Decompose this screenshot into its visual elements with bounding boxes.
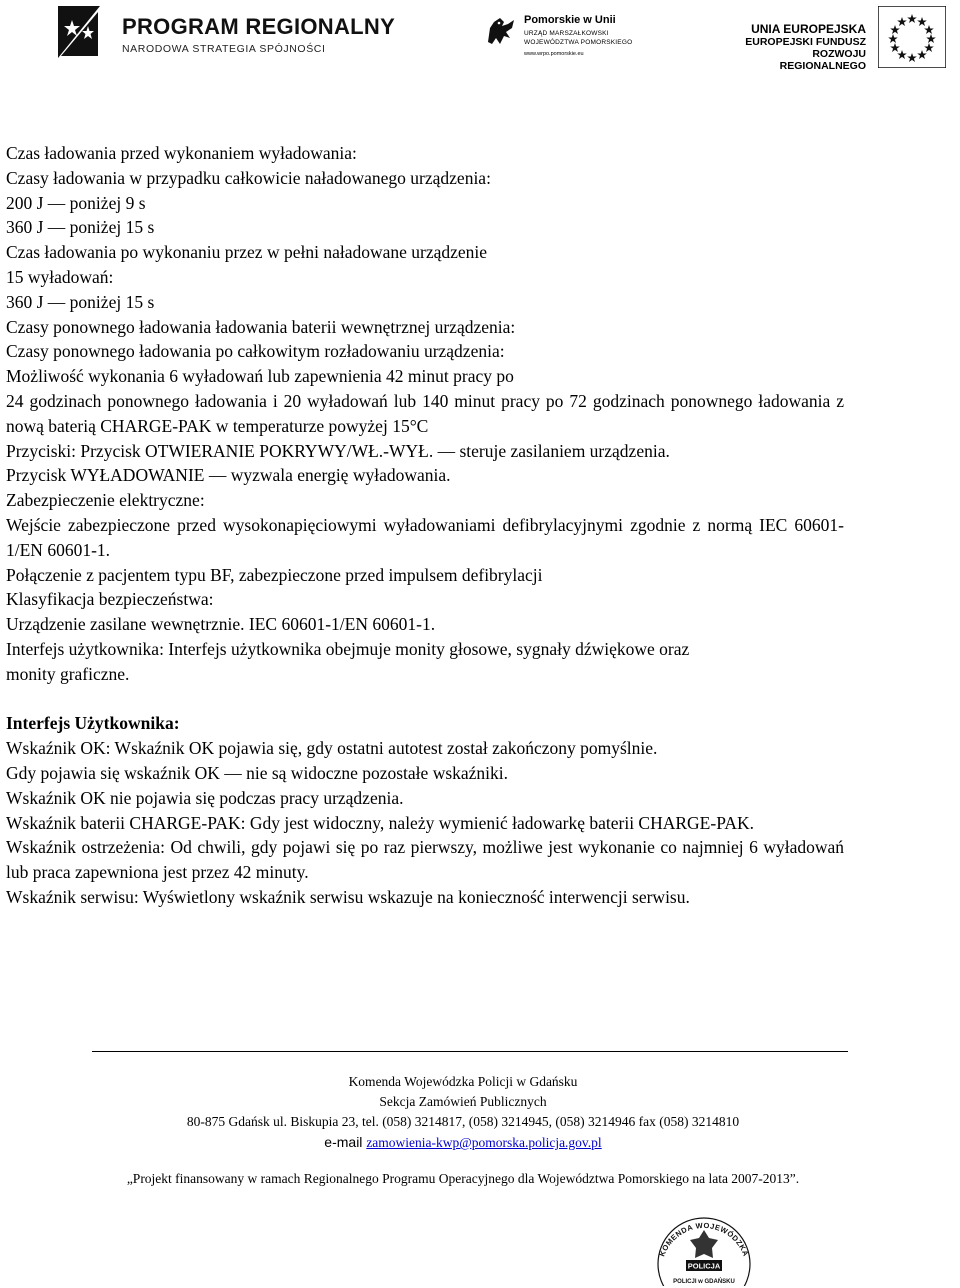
eu-caption (738, 22, 866, 72)
text-line: Klasyfikacja bezpieczeństwa: (6, 589, 214, 610)
eu-line-2: EUROPEJSKI FUNDUSZ (745, 36, 866, 48)
footer-section: Sekcja Zamówień Publicznych (379, 1094, 547, 1109)
email-label: e-mail (324, 1134, 367, 1150)
text-line: Wskaźnik OK nie pojawia się podczas pracy urządzenia. (6, 787, 404, 808)
page-header (0, 0, 960, 80)
pomorskie-url: www.wrpo.pomorskie.eu (524, 51, 584, 57)
pomorskie-voivodeship-line: WOJEWÓDZTWA POMORSKIEGO (524, 39, 633, 46)
footer-divider (92, 1051, 848, 1052)
griffin-crest-icon (484, 14, 518, 48)
pomorskie-office-line: URZĄD MARSZAŁKOWSKI (524, 30, 609, 37)
spacer (6, 687, 844, 712)
text-paragraph: Interfejs użytkownika: Interfejs użytkownika obejmuje monity głosowe, sygnały dźwiękowe oraz (6, 638, 690, 659)
program-regionalny-subtitle: NARODOWA STRATEGIA SPÓJNOŚCI (122, 43, 326, 55)
badge-bottom-text: POLICJI w GDAŃSKU (673, 1279, 735, 1285)
text-line: Czas ładowania przed wykonaniem wyładowania: (6, 143, 357, 163)
text-line: Zabezpieczenie elektryczne: (6, 490, 205, 511)
text-paragraph: 24 godzinach ponownego ładowania i 20 wyładowań lub 140 minut pracy po 72 godzinach ponownego ładowania z nową baterią CHARGE-PAK w temperaturze powyżej 15°C (6, 390, 844, 436)
text-paragraph: Wskaźnik ostrzeżenia: Od chwili, gdy pojawi się po raz pierwszy, możliwe jest wykonanie co najmniej 6 wyładowań lub praca zapewniona jest przez 42 minuty. (6, 837, 844, 883)
page-footer (40, 1072, 886, 1189)
text-line: Gdy pojawia się wskaźnik OK — nie są widoczne pozostałe wskaźniki. (6, 762, 509, 783)
text-line: 15 wyładowań: (6, 266, 114, 287)
badge-top-text: KOMENDA WOJEWÓDZKA (657, 1220, 751, 1258)
text-line: 360 J — poniżej 15 s (6, 217, 155, 238)
text-line: 360 J — poniżej 15 s (6, 291, 155, 312)
email-link[interactable]: zamowienia-kwp@pomorska.policja.gov.pl (366, 1135, 602, 1150)
eu-line-3: ROZWOJU REGIONALNEGO (779, 48, 866, 72)
text-line: Czas ładowania po wykonaniu przez w pełni naładowane urządzenie (6, 242, 488, 263)
project-note: „Projekt finansowany w ramach Regionalnego Programu Operacyjnego dla Województwa Pomorskiego na lata 2007-2013”. (126, 1171, 800, 1186)
text-line: Połączenie z pacjentem typu BF, zabezpieczone przed impulsem defibrylacji (6, 564, 543, 585)
police-badge-icon (646, 1200, 762, 1286)
text-line: Przycisk WYŁADOWANIE — wyzwala energię wyładowania. (6, 465, 451, 486)
text-paragraph: Wskaźnik baterii CHARGE-PAK: Gdy jest widoczny, należy wymienić ładowarkę baterii CHARGE-PAK. (6, 812, 754, 833)
text-line: Czasy ponownego ładowania ładowania baterii wewnętrznej urządzenia: (6, 316, 516, 337)
text-line: Urządzenie zasilane wewnętrznie. IEC 60601-1/EN 60601-1. (6, 614, 436, 635)
text-line: Możliwość wykonania 6 wyładowań lub zapewnienia 42 minut pracy po (6, 366, 514, 387)
specification-text (6, 141, 844, 910)
section-heading: Interfejs Użytkownika: (6, 713, 180, 734)
text-paragraph: Wejście zabezpieczone przed wysokonapięciowymi wyładowaniami defibrylacyjnymi zgodnie z normą IEC 60601-1/EN 60601-1. (6, 514, 844, 560)
text-line: Czasy ładowania w przypadku całkowicie naładowanego urządzenia: (6, 167, 491, 188)
footer-email-line (40, 1132, 886, 1153)
footer-address: 80-875 Gdańsk ul. Biskupia 23, tel. (058) 3214817, (058) 3214945, (058) 3214946 fax (058) 3214810 (186, 1114, 740, 1129)
eu-line-1: UNIA EUROPEJSKA (751, 22, 866, 36)
pomorskie-name: Pomorskie w Unii (524, 14, 616, 26)
footer-institution: Komenda Wojewódzka Policji w Gdańsku (348, 1074, 578, 1089)
badge-middle-text: POLICJA (687, 1261, 721, 1271)
program-regionalny-title: PROGRAM REGIONALNY (122, 14, 396, 39)
text-line: monity graficzne. (6, 663, 130, 684)
eu-flag-icon (878, 6, 946, 68)
program-regionalny-mark-icon (58, 6, 100, 58)
text-line: Czasy ponownego ładowania po całkowitym rozładowaniu urządzenia: (6, 341, 505, 362)
text-line: 200 J — poniżej 9 s (6, 192, 146, 213)
text-line: Przyciski: Przycisk OTWIERANIE POKRYWY/WŁ.-WYŁ. — steruje zasilaniem urządzenia. (6, 440, 670, 461)
text-line: Wskaźnik OK: Wskaźnik OK pojawia się, gdy ostatni autotest został zakończony pomyślnie. (6, 738, 658, 759)
text-paragraph: Wskaźnik serwisu: Wyświetlony wskaźnik serwisu wskazuje na konieczność interwencji serwisu. (6, 886, 690, 907)
